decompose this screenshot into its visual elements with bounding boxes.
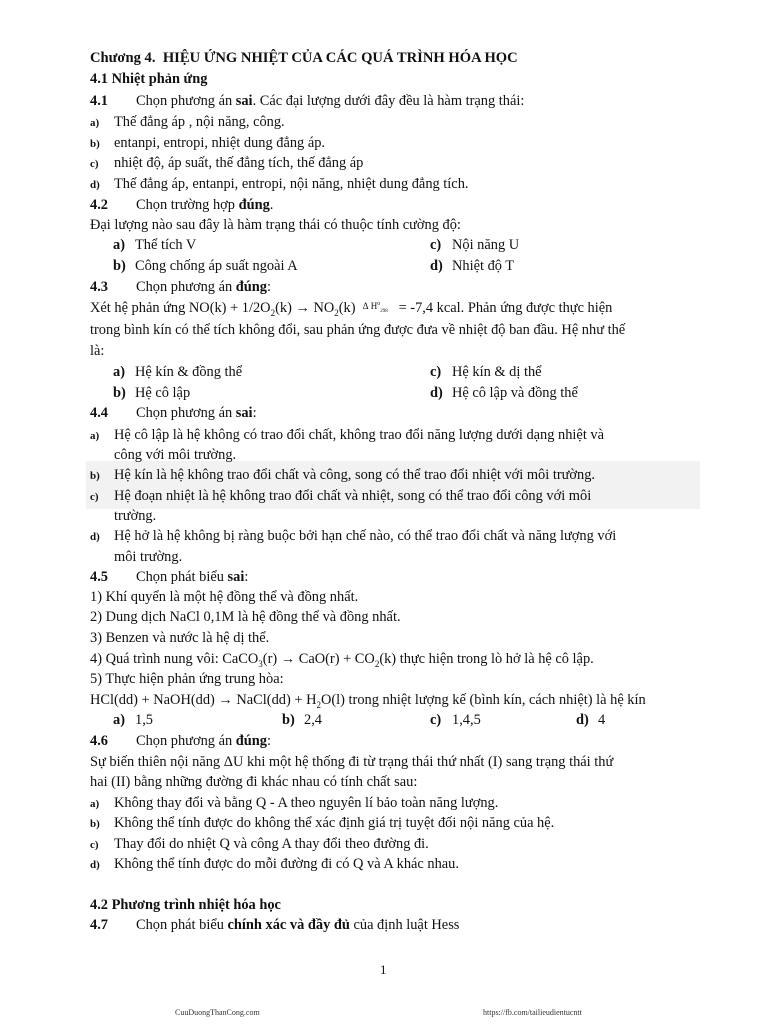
- section-heading-4-2: 4.2 Phương trình nhiệt hóa học: [90, 897, 281, 913]
- delta-h-symbol: Δ Ho298: [362, 301, 388, 314]
- option-4-2-b: b) Công chống áp suất ngoài A: [113, 258, 298, 274]
- option-4-4-a-cont: công với môi trường.: [114, 447, 237, 463]
- option-4-5-d: d) 4: [576, 712, 606, 728]
- option-4-2-d: d) Nhiệt độ T: [430, 258, 515, 274]
- footer-left-watermark: CuuDuongThanCong.com: [175, 1008, 260, 1017]
- option-4-3-a: a) Hệ kín & đồng thể: [113, 364, 243, 380]
- question-4-3-text-3: là:: [90, 343, 105, 359]
- option-4-1-a: a) Thế đẳng áp , nội năng, công.: [90, 114, 285, 130]
- question-4-5-stem: 4.5 Chọn phát biểu sai:: [90, 569, 249, 585]
- option-4-3-b: b) Hệ cô lập: [113, 385, 191, 401]
- option-4-1-c: c) nhiệt độ, áp suất, thế đẳng tích, thế đẳng áp: [90, 155, 364, 171]
- statement-4-5-3: 3) Benzen và nước là hệ dị thể.: [90, 630, 270, 646]
- option-4-6-d: d) Không thể tính được do mỗi đường đi có Q và A khác nhau.: [90, 856, 459, 872]
- statement-4-5-4: 4) Quá trình nung vôi: CaCO$_3$(r) → $CaO(r) + CO_2(k)$ thực hiện trong lò hở là hệ cô lập.: [90, 651, 594, 669]
- option-4-3-c: c) Hệ kín & dị thể: [430, 364, 542, 380]
- footer-right-link[interactable]: https://fb.com/tailieudientucntt: [483, 1008, 582, 1017]
- question-4-6-text-2: hai (II) bằng những đường đi khác nhau có tính chất sau:: [90, 774, 418, 790]
- question-4-2-stem: 4.2 Chọn trường hợp đúng.: [90, 197, 274, 213]
- option-4-4-d-cont: môi trường.: [114, 549, 183, 565]
- option-4-4-b: b) Hệ kín là hệ không trao đổi chất và công, song có thể trao đổi nhiệt với môi trường.: [90, 467, 596, 483]
- option-4-4-c-cont: trường.: [114, 508, 157, 524]
- option-4-5-b: b) 2,4: [282, 712, 322, 728]
- question-4-3-stem: 4.3 Chọn phương án đúng:: [90, 279, 271, 295]
- option-4-5-a: a) 1,5: [113, 712, 153, 728]
- question-4-6-stem: 4.6 Chọn phương án đúng:: [90, 733, 271, 749]
- question-4-2-text: Đại lượng nào sau đây là hàm trạng thái có thuộc tính cường độ:: [90, 217, 461, 233]
- option-4-1-b: b) entanpi, entropi, nhiệt dung đẳng áp.: [90, 135, 326, 151]
- question-4-4-stem: 4.4 Chọn phương án sai:: [90, 405, 257, 421]
- chapter-heading: Chương 4. HIỆU ỨNG NHIỆT CỦA CÁC QUÁ TRÌNH HÓA HỌC: [90, 50, 518, 66]
- statement-4-5-2: 2) Dung dịch NaCl 0,1M là hệ đồng thể và đồng nhất.: [90, 609, 401, 625]
- option-4-6-a: a) Không thay đổi và bằng Q - A theo nguyên lí bảo toàn năng lượng.: [90, 795, 499, 811]
- option-4-6-b: b) Không thể tính được do không thể xác định giá trị tuyệt đối nội năng của hệ.: [90, 815, 555, 831]
- option-4-4-a: a) Hệ cô lập là hệ không có trao đổi chất, không trao đổi năng lượng dưới dạng nhiệt và: [90, 427, 604, 443]
- statement-4-5-5: 5) Thực hiện phản ứng trung hòa:: [90, 671, 284, 687]
- option-4-2-c: c) Nội năng U: [430, 237, 520, 253]
- option-4-6-c: c) Thay đổi do nhiệt Q và công A thay đổi theo đường đi.: [90, 836, 429, 852]
- option-4-4-d: d) Hệ hở là hệ không bị ràng buộc bởi hạn chế nào, có thể trao đổi chất và năng lượng với: [90, 528, 617, 544]
- option-4-3-d: d) Hệ cô lập và đồng thể: [430, 385, 578, 401]
- question-4-6-text-1: Sự biến thiên nội năng ΔU khi một hệ thống đi từ trạng thái thứ nhất (I) sang trạng thái thứ: [90, 754, 614, 770]
- page-number: 1: [380, 962, 387, 977]
- option-4-2-a: a) Thể tích V: [113, 237, 197, 253]
- question-4-7-stem: 4.7 Chọn phát biểu chính xác và đầy đủ của định luật Hess: [90, 917, 460, 933]
- statement-4-5-1: 1) Khí quyển là một hệ đồng thể và đồng nhất.: [90, 589, 359, 605]
- section-heading-4-1: 4.1 Nhiệt phản ứng: [90, 71, 208, 87]
- option-4-5-c: c) 1,4,5: [430, 712, 481, 728]
- question-4-3-reaction: Xét hệ phản ứng $NO(k) + 1/2O_2(k) \to NO_2(k)$ $^{\Delta H^o_{298}}$ = -7,4 kcal. Phản ứng được thực hiện: [90, 300, 613, 318]
- question-4-1-stem: 4.1 Chọn phương án sai. Các đại lượng dưới đây đều là hàm trạng thái:: [90, 93, 525, 109]
- question-4-3-text-2: trong bình kín có thể tích không đổi, sau phản ứng được đưa về nhiệt độ ban đầu. Hệ như thế: [90, 322, 626, 338]
- statement-4-5-reaction: HCl(dd) + NaOH(dd) → NaCl(dd) + $H_2O(l)$ trong nhiệt lượng kế (bình kín, cách nhiệt) là hệ kín: [90, 692, 646, 710]
- option-4-1-d: d) Thế đẳng áp, entanpi, entropi, nội năng, nhiệt dung đẳng tích.: [90, 176, 469, 192]
- option-4-4-c: c) Hệ đoạn nhiệt là hệ không trao đổi chất và nhiệt, song có thể trao đổi công với môi: [90, 488, 592, 504]
